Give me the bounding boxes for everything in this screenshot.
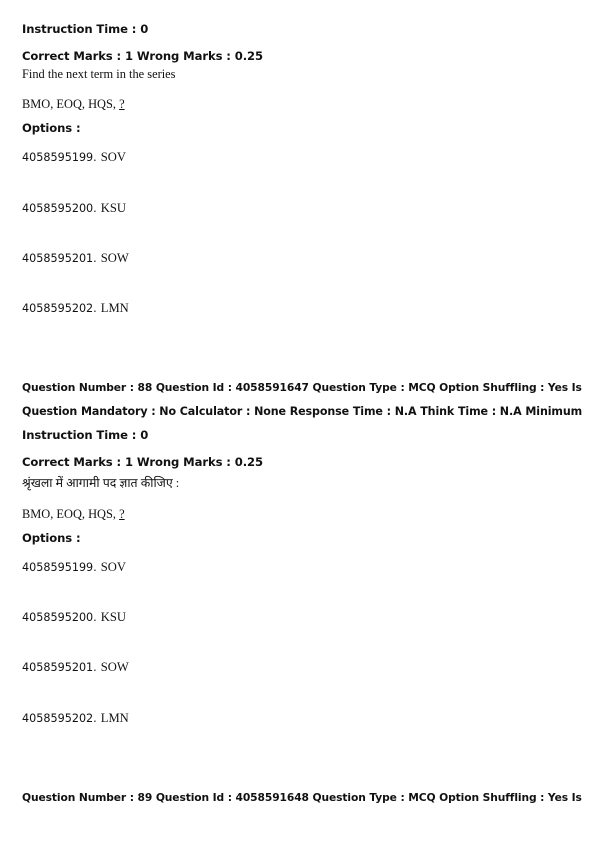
series-line <box>22 97 125 112</box>
option-text: LMN <box>100 711 129 725</box>
option-id: 4058595201. <box>22 252 97 265</box>
option-id: 4058595202. <box>22 712 97 725</box>
option-text: KSU <box>100 201 126 215</box>
series-unknown: ? <box>119 97 125 111</box>
question-header: Question Number : 88 Question Id : 4058591647 Question Type : MCQ Option Shuffling : Yes Is <box>22 381 582 394</box>
instruction-time: Instruction Time : 0 <box>22 428 149 442</box>
marks-line: Correct Marks : 1 Wrong Marks : 0.25 <box>22 455 263 469</box>
option-text: KSU <box>100 610 126 624</box>
question-header-cont: Question Mandatory : No Calculator : None Response Time : N.A Think Time : N.A Minimum <box>22 405 583 418</box>
option-text: LMN <box>100 301 129 315</box>
marks-line: Correct Marks : 1 Wrong Marks : 0.25 <box>22 49 263 63</box>
option-id: 4058595200. <box>22 202 97 215</box>
series-unknown: ? <box>119 507 125 521</box>
option-id: 4058595202. <box>22 302 97 315</box>
option-item <box>22 558 126 576</box>
series-line <box>22 507 125 522</box>
option-item <box>22 299 129 317</box>
option-item <box>22 658 129 676</box>
question-header: Question Number : 89 Question Id : 4058591648 Question Type : MCQ Option Shuffling : Yes Is <box>22 791 582 804</box>
option-text: SOW <box>100 251 129 265</box>
series-terms: BMO, EOQ, HQS, <box>22 97 120 111</box>
series-terms: BMO, EOQ, HQS, <box>22 507 120 521</box>
option-item <box>22 709 129 727</box>
option-id: 4058595199. <box>22 151 97 164</box>
option-item <box>22 148 126 166</box>
option-item <box>22 249 129 267</box>
option-id: 4058595201. <box>22 661 97 674</box>
instruction-time: Instruction Time : 0 <box>22 22 149 36</box>
option-id: 4058595199. <box>22 561 97 574</box>
question-text: श्रृंखला में आगामी पद ज्ञात कीजिए : <box>22 476 180 490</box>
question-text: Find the next term in the series <box>22 67 176 81</box>
options-label: Options : <box>22 531 81 545</box>
option-item <box>22 199 126 217</box>
option-text: SOV <box>100 150 126 164</box>
option-text: SOV <box>100 560 126 574</box>
options-label: Options : <box>22 121 81 135</box>
option-text: SOW <box>100 660 129 674</box>
option-item <box>22 608 126 626</box>
option-id: 4058595200. <box>22 611 97 624</box>
